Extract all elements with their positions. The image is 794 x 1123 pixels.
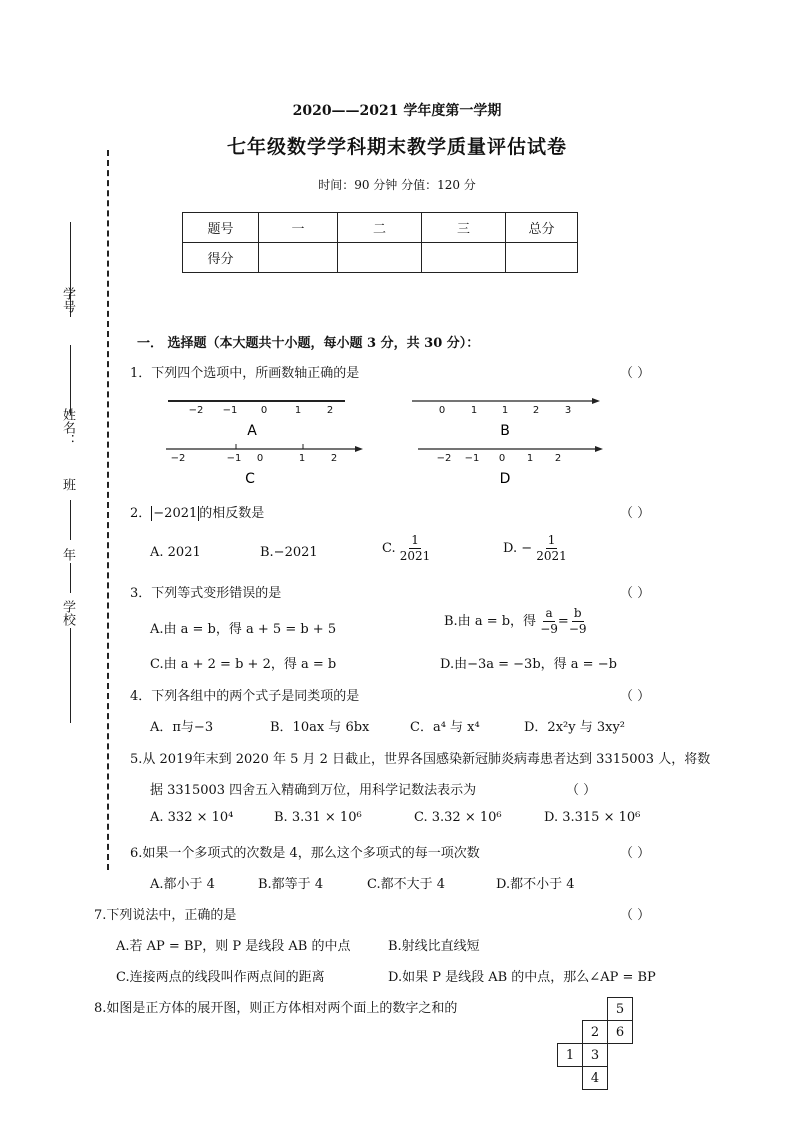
question-6-stem: 6.如果一个多项式的次数是 4，那么这个多项式的每一项次数	[130, 846, 480, 861]
fraction	[400, 533, 431, 564]
cube-net-empty	[608, 1044, 633, 1067]
tick-label: 1	[294, 405, 302, 416]
section-heading: 一． 选择题（本大题共十小题，每小题 3 分，共 30 分）：	[137, 336, 480, 351]
option-d	[503, 533, 567, 564]
question-5-stem-line1: 5.从 2019年末到 2020 年 5 月 2 日截止，世界各国感染新冠肺炎病毒患者达到 3315003 人，将数	[130, 752, 711, 767]
option-label: C	[245, 471, 255, 487]
option-a: A．π与−3	[150, 720, 214, 735]
option-c: C. 3.32 × 10⁶	[414, 810, 502, 825]
tick-label: 2	[554, 453, 562, 464]
question-4-stem: 4．下列各组中的两个式子是同类项的是	[130, 689, 360, 704]
fraction	[536, 533, 567, 564]
fraction	[540, 606, 558, 637]
option-c	[382, 533, 430, 564]
option-c: C.连接两点的线段叫作两点间的距离	[116, 970, 325, 985]
cube-net-empty	[583, 998, 608, 1021]
option-b: B. 3.31 × 10⁶	[274, 810, 362, 825]
option-c: C.都不大于 4	[367, 877, 446, 892]
tick-label: 0	[498, 453, 506, 464]
tick-label: 3	[564, 405, 572, 416]
name-underline	[70, 345, 71, 415]
exam-title: 七年级数学学科期末教学质量评估试卷	[226, 136, 567, 158]
question-text: 的相反数是	[199, 506, 265, 521]
binding-dashed-line	[107, 150, 109, 870]
answer-paren: （ ）	[620, 908, 651, 923]
score-cell	[422, 243, 506, 273]
arrow-head	[592, 398, 600, 404]
school-underline	[70, 628, 71, 723]
option-letter: D. −	[503, 541, 533, 556]
year-term-line: 2020——2021 学年度第一学期	[292, 103, 502, 119]
question-number: 2．	[130, 506, 152, 521]
question-7-stem: 7.下列说法中，正确的是	[94, 908, 237, 923]
time-score-line: 时间：90 分钟 分值：120 分	[318, 178, 476, 192]
score-cell	[259, 243, 338, 273]
answer-paren: （ ）	[620, 586, 651, 601]
option-d: D.由−3a = −3b，得 a = −b	[440, 657, 617, 672]
answer-paren: （ ）	[620, 506, 651, 521]
numerator: a	[545, 606, 553, 620]
number-line-b	[408, 392, 604, 440]
tick-label: 1	[526, 453, 534, 464]
option-letter: C.	[382, 541, 396, 556]
question-3-stem: 3．下列等式变形错误的是	[130, 586, 282, 601]
numerator: b	[573, 606, 582, 620]
tick-label: 0	[256, 453, 264, 464]
arrow-head	[595, 446, 603, 452]
denominator: 2021	[536, 549, 567, 563]
score-row-label: 得分	[183, 243, 259, 273]
grade-label: 年	[60, 548, 75, 561]
option-b	[444, 606, 587, 637]
numerator: 1	[411, 533, 419, 547]
class-label: 班	[60, 478, 75, 491]
option-a: A.由 a = b，得 a + 5 = b + 5	[150, 622, 337, 637]
student-no-label: 学号	[60, 287, 75, 313]
option-d: D. 3.315 × 10⁶	[544, 810, 641, 825]
answer-paren: （ ）	[620, 366, 651, 381]
option-label: A	[247, 423, 257, 439]
absolute-value: −2021	[153, 506, 198, 521]
cube-net-empty	[558, 1021, 583, 1044]
cube-face: 5	[608, 998, 633, 1021]
number-line-c	[160, 440, 370, 488]
option-a: A. 332 × 10⁴	[150, 810, 234, 825]
class-underline	[70, 500, 71, 540]
number-line-d	[414, 440, 610, 488]
score-table-header-cell: 二	[338, 213, 422, 243]
option-label: D	[499, 471, 511, 487]
tick-label: −1	[226, 453, 242, 464]
answer-paren: （ ）	[620, 846, 651, 861]
tick-label: −1	[222, 405, 238, 416]
question-5-stem-line2: 据 3315003 四舍五入精确到万位，用科学记数法表示为	[150, 783, 477, 798]
tick-label: 2	[326, 405, 334, 416]
score-table-score-row	[183, 243, 578, 273]
option-b: B.都等于 4	[258, 877, 324, 892]
cube-face: 2	[583, 1021, 608, 1044]
tick-label: 0	[260, 405, 268, 416]
option-a: A.都小于 4	[150, 877, 215, 892]
denominator: 2021	[399, 549, 431, 563]
option-d: D.如果 P 是线段 AB 的中点，那么∠AP = BP	[388, 970, 656, 985]
score-table-header-cell: 题号	[183, 213, 259, 243]
name-label: 姓名：	[60, 408, 75, 447]
option-text: B.由 a = b，得	[444, 614, 537, 629]
tick-label: 2	[330, 453, 338, 464]
question-1-stem: 1．下列四个选项中，所画数轴正确的是	[130, 366, 360, 381]
score-table-header-cell: 三	[422, 213, 506, 243]
score-table-header-cell: 总分	[506, 213, 578, 243]
option-a: A. 2021	[150, 545, 201, 560]
fraction	[569, 606, 587, 637]
cube-face: 6	[608, 1021, 633, 1044]
option-b: B．10ax 与 6bx	[270, 720, 370, 735]
cube-net-empty	[608, 1067, 633, 1090]
option-c: C.由 a + 2 = b + 2，得 a = b	[150, 657, 337, 672]
school-label: 学校	[60, 600, 75, 626]
cube-face: 3	[583, 1044, 608, 1067]
cube-net-figure	[557, 997, 633, 1090]
option-c: C．a⁴ 与 x⁴	[410, 720, 480, 735]
tick-label: −2	[436, 453, 452, 464]
tick-label: 2	[532, 405, 540, 416]
score-table	[182, 212, 578, 273]
option-d: D．2x²y 与 3xy²	[524, 720, 626, 735]
tick-label: −2	[188, 405, 204, 416]
denominator: −9	[540, 622, 558, 636]
cube-net-empty	[558, 998, 583, 1021]
question-2-stem	[130, 502, 264, 521]
score-table-header-cell: 一	[259, 213, 338, 243]
denominator: −9	[568, 622, 587, 636]
grade-underline	[70, 563, 71, 593]
cube-face: 1	[558, 1044, 583, 1067]
option-d: D.都不小于 4	[496, 877, 575, 892]
tick-label: 1	[298, 453, 306, 464]
cube-face: 4	[583, 1067, 608, 1090]
numerator: 1	[547, 533, 556, 547]
answer-paren: （ ）	[620, 689, 651, 704]
number-line-a	[160, 392, 360, 440]
cube-net-empty	[558, 1067, 583, 1090]
tick-label: 0	[438, 405, 446, 416]
option-label: B	[500, 423, 510, 439]
score-table-header-row	[183, 213, 578, 243]
tick-label: 1	[470, 405, 478, 416]
equals-sign: =	[557, 614, 569, 629]
tick-label: −1	[464, 453, 480, 464]
question-8-stem: 8.如图是正方体的展开图，则正方体相对两个面上的数字之和的	[94, 1001, 458, 1016]
option-b: B.射线比直线短	[388, 939, 480, 954]
tick-label: 1	[501, 405, 509, 416]
score-cell	[338, 243, 422, 273]
option-b: B.−2021	[260, 545, 318, 560]
score-cell	[506, 243, 578, 273]
arrow-head	[355, 446, 363, 452]
tick-label: −2	[170, 453, 186, 464]
option-a: A.若 AP = BP，则 P 是线段 AB 的中点	[116, 939, 351, 954]
answer-paren: （ ）	[566, 783, 597, 798]
